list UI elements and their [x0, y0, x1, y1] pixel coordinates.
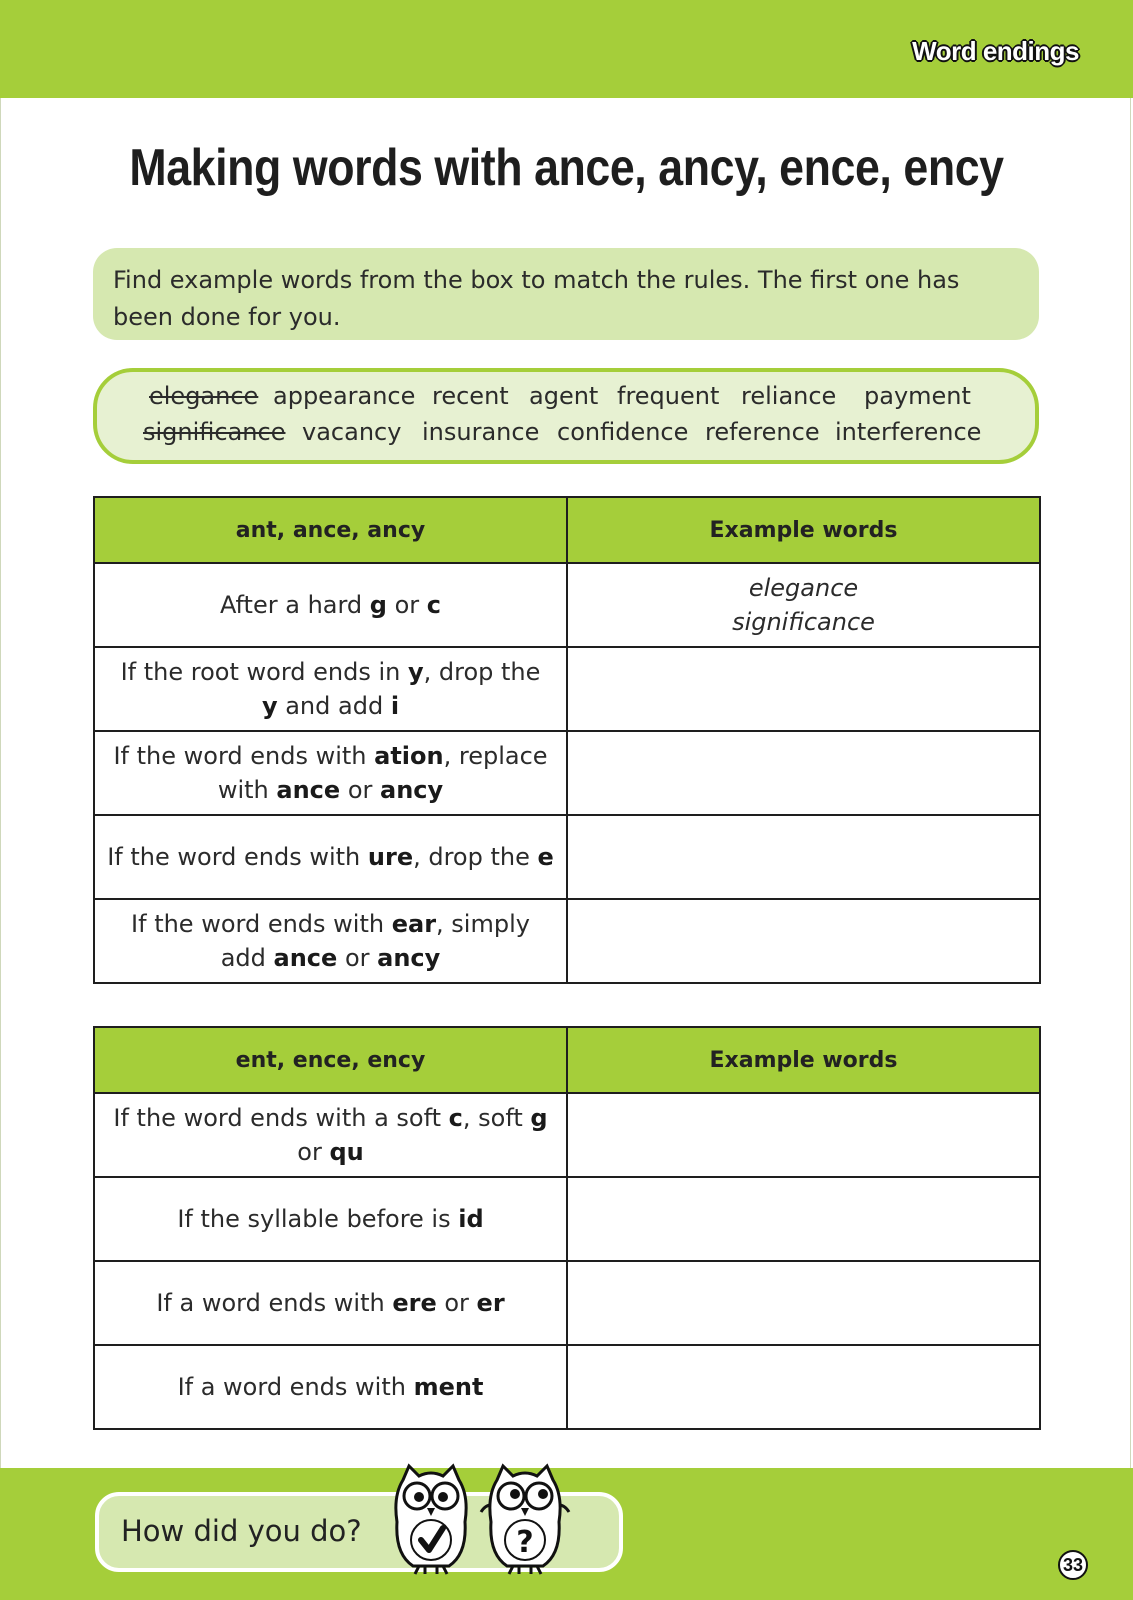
instruction-box	[93, 248, 1039, 340]
owl-question-icon[interactable]	[477, 1462, 573, 1578]
word-confidence: confidence	[557, 418, 689, 446]
svg-text:?: ?	[516, 1525, 534, 1560]
rule-cell: If a word ends with ere or er	[94, 1261, 567, 1345]
column-header-endings: ant, ance, ancy	[94, 497, 567, 563]
word-box	[93, 368, 1039, 464]
table-header-row	[94, 1027, 1040, 1093]
rule-cell: If the word ends with ure, drop the e	[94, 815, 567, 899]
word-vacancy: vacancy	[302, 418, 402, 446]
word-insurance: insurance	[422, 418, 540, 446]
example-word: significance	[732, 608, 875, 636]
page-title: Making words with ance, ancy, ence, ency	[129, 139, 1004, 197]
word-frequent: frequent	[617, 382, 720, 410]
example-words-cell[interactable]	[567, 563, 1040, 647]
word-significance: significance	[143, 418, 286, 446]
table-row	[94, 563, 1040, 647]
example-words-cell[interactable]	[567, 647, 1040, 731]
rule-cell: If the root word ends in y, drop the y and add i	[94, 647, 567, 731]
table-row	[94, 731, 1040, 815]
page-number: 33	[1058, 1550, 1088, 1580]
rule-cell: If the word ends with ear, simply add ance or ancy	[94, 899, 567, 983]
instruction-text: Find example words from the box to match the rules. The first one has been done for you.	[113, 266, 960, 331]
owl-tick-icon[interactable]	[389, 1462, 473, 1578]
example-words-cell[interactable]	[567, 1261, 1040, 1345]
table-header-row	[94, 497, 1040, 563]
word-reference: reference	[705, 418, 820, 446]
word-interference: interference	[835, 418, 982, 446]
rule-cell: After a hard g or c	[94, 563, 567, 647]
table-row	[94, 899, 1040, 983]
column-header-examples: Example words	[567, 1027, 1040, 1093]
word-elegance: elegance	[149, 382, 259, 410]
word-agent: agent	[529, 382, 599, 410]
table-row	[94, 1177, 1040, 1261]
rule-cell: If the word ends with a soft c, soft g or qu	[94, 1093, 567, 1177]
example-words-cell[interactable]	[567, 899, 1040, 983]
column-header-endings: ent, ence, ency	[94, 1027, 567, 1093]
table-row	[94, 1345, 1040, 1429]
example-word: elegance	[748, 574, 859, 602]
rules-table-ance	[93, 496, 1041, 984]
word-appearance: appearance	[273, 382, 416, 410]
feedback-box	[95, 1492, 623, 1572]
example-words-cell[interactable]	[567, 731, 1040, 815]
word-payment: payment	[864, 382, 971, 410]
section-label: Word endings	[912, 36, 1079, 66]
rule-cell: If the word ends with ation, replace with ance or ancy	[94, 731, 567, 815]
column-header-examples: Example words	[567, 497, 1040, 563]
feedback-label: How did you do?	[121, 1514, 362, 1548]
header-band	[0, 0, 1133, 98]
rules-table-ence	[93, 1026, 1041, 1430]
example-words-cell[interactable]	[567, 1093, 1040, 1177]
table-row	[94, 1093, 1040, 1177]
rule-cell: If a word ends with ment	[94, 1345, 567, 1429]
example-words-cell[interactable]	[567, 1177, 1040, 1261]
example-words-cell[interactable]	[567, 815, 1040, 899]
rule-cell: If the syllable before is id	[94, 1177, 567, 1261]
word-recent: recent	[432, 382, 509, 410]
table-row	[94, 647, 1040, 731]
example-words-cell[interactable]	[567, 1345, 1040, 1429]
word-reliance: reliance	[741, 382, 837, 410]
table-row	[94, 815, 1040, 899]
table-row	[94, 1261, 1040, 1345]
